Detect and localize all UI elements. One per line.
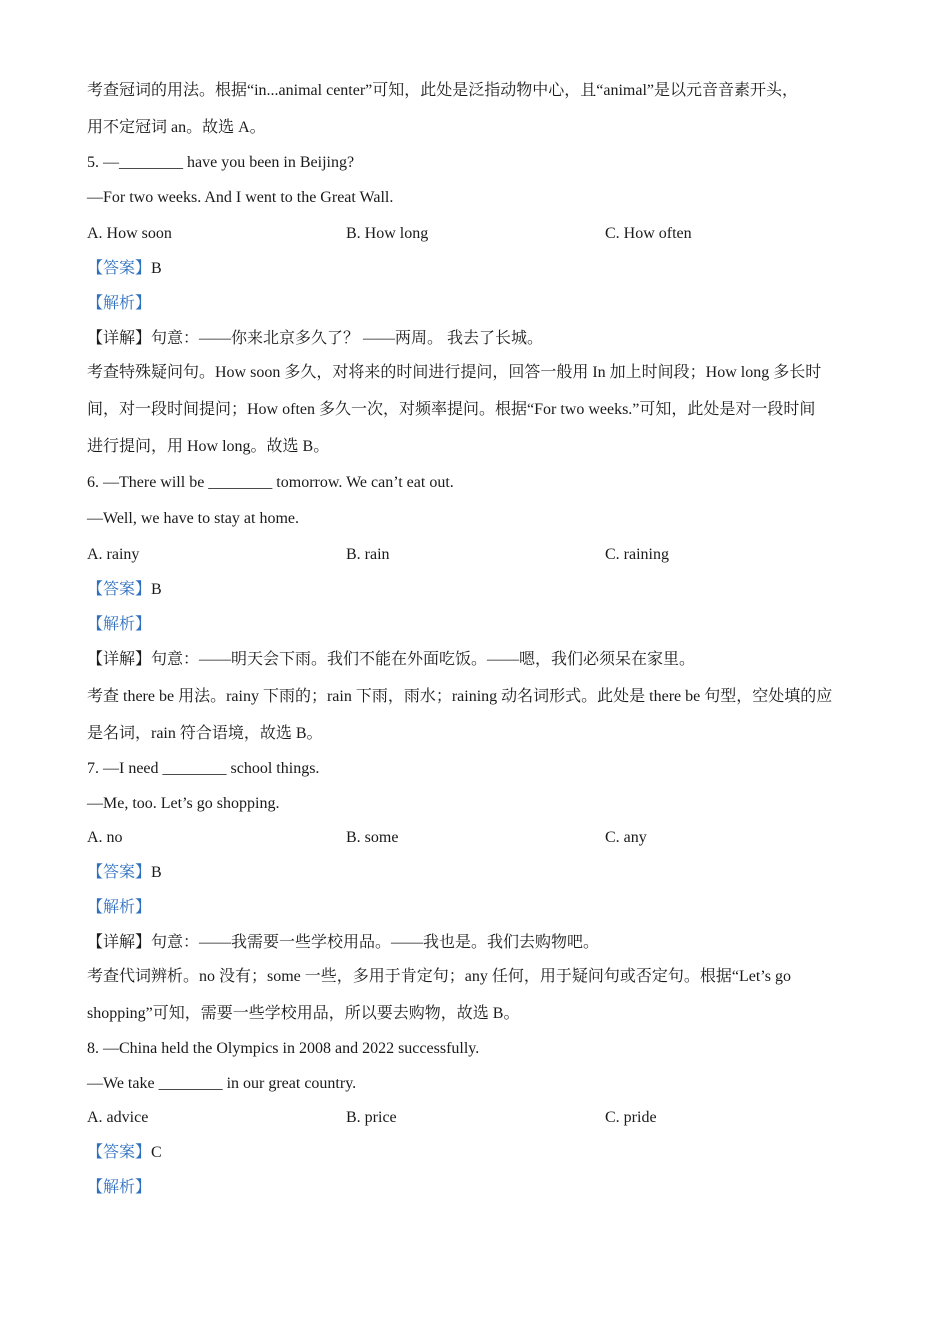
question-5-answer <box>87 259 162 279</box>
question-5-analysis-tag: 【解析】 <box>87 295 152 312</box>
question-7-explain-2: shopping”可知，需要一些学校用品，所以要去购物，故选 B。 <box>87 1005 520 1022</box>
question-6-analysis-tag: 【解析】 <box>87 616 152 633</box>
intro-line-2: 用不定冠词 an。故选 A。 <box>87 119 266 136</box>
answer-value: C <box>151 1144 162 1161</box>
question-6-option-a: A. rainy <box>87 546 140 563</box>
question-7-detail <box>87 933 599 953</box>
question-6-reply: —Well, we have to stay at home. <box>87 510 299 527</box>
detail-tag: 【详解】 <box>87 934 152 951</box>
question-5-explain-3: 进行提问，用 How long。故选 B。 <box>87 438 330 455</box>
question-5-option-b: B. How long <box>346 225 429 242</box>
question-5-explain-2: 间，对一段时间提问；How often 多久一次，对频率提问。根据“For two weeks.”可知，此处是对一段时间 <box>87 401 816 418</box>
answer-tag: 【答案】 <box>87 260 152 277</box>
question-6-explain-2: 是名词，rain 符合语境，故选 B。 <box>87 725 323 742</box>
question-5-explain-1: 考查特殊疑问句。How soon 多久，对将来的时间进行提问，回答一般用 In 加上时间段；How long 多长时 <box>87 364 822 381</box>
question-7-explain-1: 考查代词辨析。no 没有；some 一些，多用于肯定句；any 任何，用于疑问句或否定句。根据“Let’s go <box>87 968 791 985</box>
question-6-answer <box>87 580 162 600</box>
answer-tag: 【答案】 <box>87 581 152 598</box>
detail-tag: 【详解】 <box>87 330 152 347</box>
question-8-answer <box>87 1143 162 1163</box>
answer-value: B <box>151 864 162 881</box>
question-8-option-b: B. price <box>346 1109 397 1126</box>
question-5-detail <box>87 329 543 349</box>
question-8-stem: 8. —China held the Olympics in 2008 and 2022 successfully. <box>87 1040 480 1057</box>
answer-value: B <box>151 260 162 277</box>
detail-text: 句意：——我需要一些学校用品。——我也是。我们去购物吧。 <box>151 934 600 951</box>
question-6-detail <box>87 650 695 670</box>
question-6-option-c: C. raining <box>605 546 669 563</box>
question-7-option-b: B. some <box>346 829 399 846</box>
question-7-option-a: A. no <box>87 829 123 846</box>
question-8-reply: —We take ________ in our great country. <box>87 1075 357 1092</box>
answer-value: B <box>151 581 162 598</box>
question-5-reply: —For two weeks. And I went to the Great Wall. <box>87 189 394 206</box>
question-8-option-c: C. pride <box>605 1109 657 1126</box>
detail-text: 句意：——明天会下雨。我们不能在外面吃饭。——嗯，我们必须呆在家里。 <box>151 651 696 668</box>
question-7-analysis-tag: 【解析】 <box>87 899 152 916</box>
detail-tag: 【详解】 <box>87 651 152 668</box>
question-7-answer <box>87 863 162 883</box>
question-8-option-a: A. advice <box>87 1109 149 1126</box>
question-6-explain-1: 考查 there be 用法。rainy 下雨的；rain 下雨，雨水；raining 动名词形式。此处是 there be 句型，空处填的应 <box>87 688 833 705</box>
question-6-option-b: B. rain <box>346 546 390 563</box>
detail-text: 句意：——你来北京多久了？ ——两周。 我去了长城。 <box>151 330 544 347</box>
question-6-stem: 6. —There will be ________ tomorrow. We can’t eat out. <box>87 474 454 491</box>
question-5-option-a: A. How soon <box>87 225 172 242</box>
question-7-stem: 7. —I need ________ school things. <box>87 760 320 777</box>
question-7-reply: —Me, too. Let’s go shopping. <box>87 795 280 812</box>
question-8-analysis-tag: 【解析】 <box>87 1179 152 1196</box>
question-7-option-c: C. any <box>605 829 647 846</box>
intro-line-1: 考查冠词的用法。根据“in...animal center”可知，此处是泛指动物中心，且“animal”是以元音音素开头， <box>87 82 799 99</box>
question-5-stem: 5. —________ have you been in Beijing? <box>87 154 355 171</box>
answer-tag: 【答案】 <box>87 864 152 881</box>
answer-tag: 【答案】 <box>87 1144 152 1161</box>
question-5-option-c: C. How often <box>605 225 692 242</box>
